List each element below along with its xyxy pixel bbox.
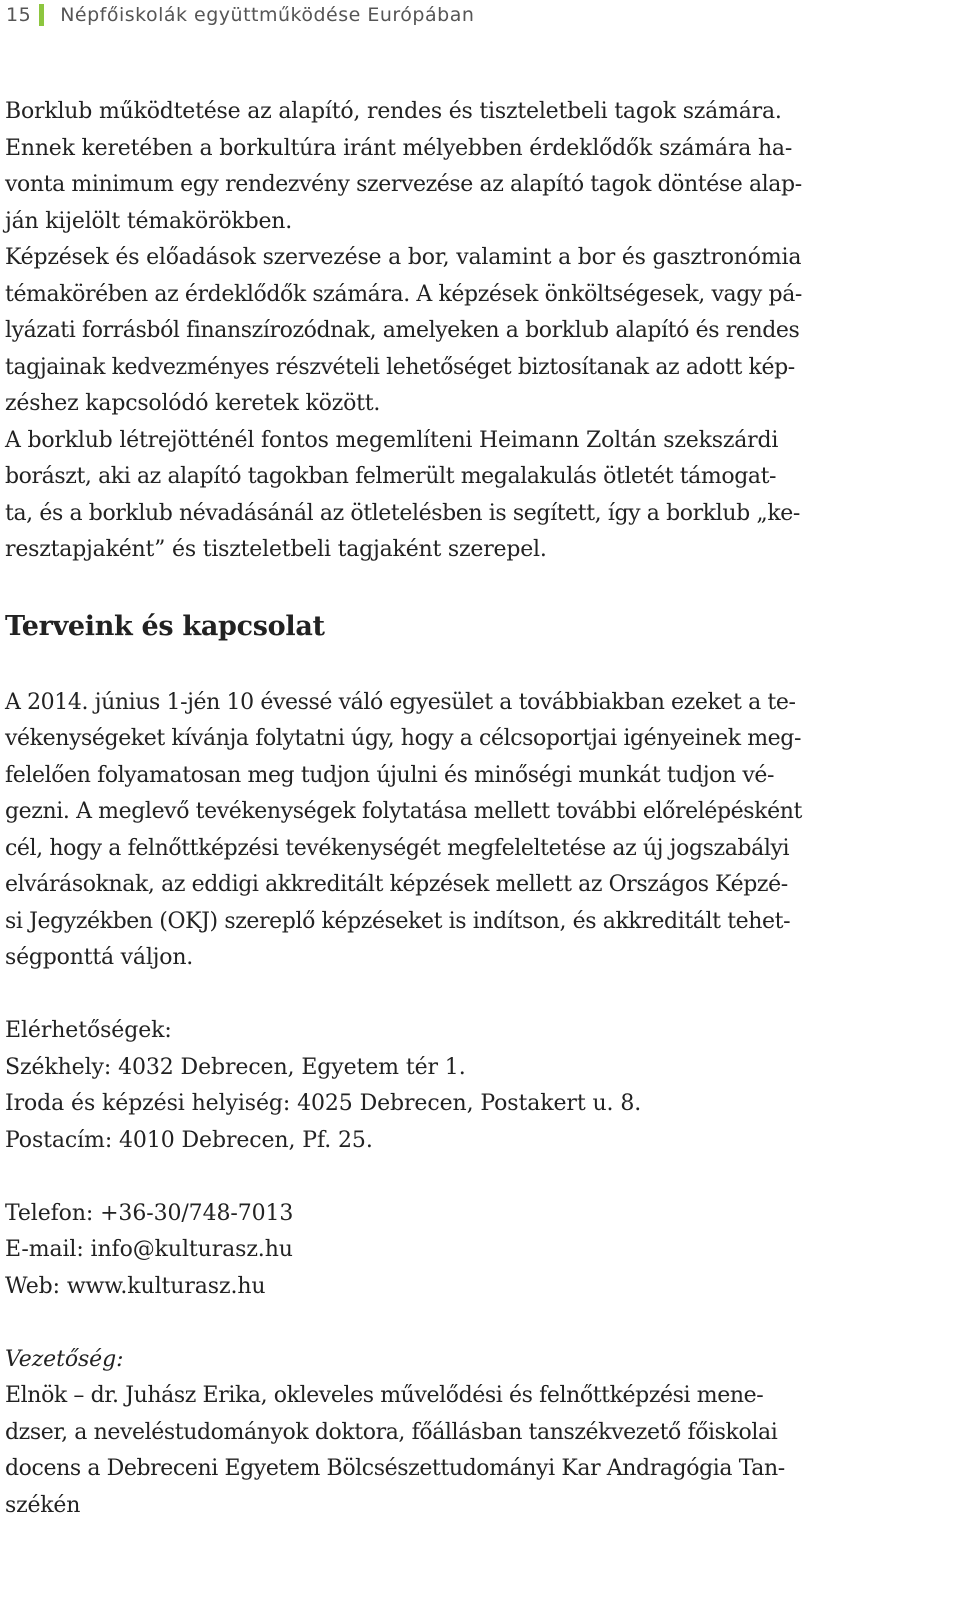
management-block	[5, 1342, 935, 1525]
paragraph-heimann	[5, 423, 935, 569]
text-line: A borklub létrejötténél fontos megemlíteni Heimann Zoltán szekszárdi	[5, 427, 779, 453]
text-line: borászt, aki az alapító tagokban felmerült megalakulás ötletét támogat-	[5, 464, 777, 489]
text-line: elvárásoknak, az eddigi akkreditált képzések mellett az Országos Képzé-	[5, 872, 788, 897]
text-line: ján kijelölt témakörökben.	[5, 208, 293, 234]
text-line: Képzések és előadások szervezése a bor, valamint a bor és gasztronómia	[5, 245, 802, 270]
office-address: Iroda és képzési helyiség: 4025 Debrecen, Postakert u. 8.	[5, 1091, 642, 1116]
text-line: Borklub működtetése az alapító, rendes és tiszteletbeli tagok számára.	[5, 99, 782, 124]
text-line: A 2014. június 1-jén 10 évessé váló egyesület a továbbiakban ezeket a te-	[5, 689, 796, 715]
text-line: ta, és a borklub névadásánál az ötletelésben is segített, így a borklub „ke-	[5, 500, 800, 526]
page-header	[0, 0, 960, 30]
text-line: lyázati forrásból finanszírozódnak, amelyeken a borklub alapító és rendes	[5, 318, 800, 343]
text-line: resztapjaként” és tiszteletbeli tagjaként szerepel.	[5, 537, 547, 562]
text-line: zéshez kapcsolódó keretek között.	[5, 391, 381, 416]
text-line: felelően folyamatosan meg tudjon újulni és minőségi munkát tudjon vé-	[5, 762, 775, 788]
text-line: gezni. A meglevő tevékenységek folytatása mellett további előrelépésként	[5, 799, 802, 824]
website: Web: www.kulturasz.hu	[5, 1273, 266, 1299]
spacer	[5, 977, 935, 1014]
postal-address: Postacím: 4010 Debrecen, Pf. 25.	[5, 1127, 373, 1153]
spacer	[5, 1159, 935, 1196]
spacer	[5, 1305, 935, 1342]
seat-address: Székhely: 4032 Debrecen, Egyetem tér 1.	[5, 1054, 466, 1080]
text-line: dzser, a neveléstudományok doktora, főállásban tanszékvezető főiskolai	[5, 1419, 778, 1445]
text-line: si Jegyzékben (OKJ) szereplő képzéseket is indítson, és akkreditált tehet-	[5, 908, 791, 934]
paragraph-plans	[5, 685, 935, 977]
text-line: vékenységeket kívánja folytatni úgy, hogy a célcsoportjai igényeinek meg-	[5, 726, 802, 751]
running-title: Népfőiskolák együttműködése Európában	[60, 4, 475, 26]
management-label: Vezetőség:	[5, 1346, 124, 1372]
page-number: 15	[6, 4, 32, 26]
text-line: tagjainak kedvezményes részvételi lehetőséget biztosítanak az adott kép-	[5, 354, 795, 380]
contacts-label: Elérhetőségek:	[5, 1018, 172, 1043]
paragraph-borklub	[5, 94, 935, 240]
text-line: székén	[5, 1492, 81, 1518]
text-line: docens a Debreceni Egyetem Bölcsészettudományi Kar Andragógia Tan-	[5, 1456, 785, 1481]
phone: Telefon: +36-30/748-7013	[5, 1200, 294, 1226]
header-accent-bar	[39, 4, 44, 26]
text-line: vonta minimum egy rendezvény szervezése az alapító tagok döntése alap-	[5, 172, 802, 197]
text-line: ségponttá váljon.	[5, 945, 194, 970]
paragraph-kepzesek	[5, 240, 935, 423]
text-line: cél, hogy a felnőttképzési tevékenységét megfeleltetése az új jogszabályi	[5, 835, 790, 861]
page-content	[5, 94, 935, 1524]
contacts-block	[5, 1013, 935, 1305]
text-line: témakörében az érdeklődők számára. A képzések önköltségesek, vagy pá-	[5, 281, 802, 307]
text-line: Ennek keretében a borkultúra iránt mélyebben érdeklődők számára ha-	[5, 135, 793, 161]
email: E-mail: info@kulturasz.hu	[5, 1237, 293, 1262]
text-line: Elnök – dr. Juhász Erika, okleveles művelődési és felnőttképzési mene-	[5, 1383, 764, 1408]
section-heading: Terveink és kapcsolat	[5, 610, 325, 642]
